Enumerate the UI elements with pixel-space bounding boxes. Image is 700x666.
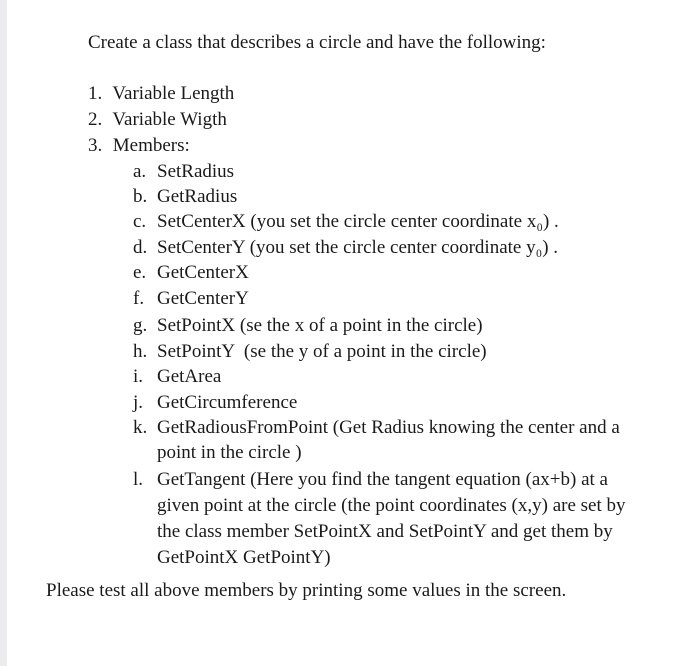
member-marker: j. [133,392,144,413]
member-text-continued: GetPointX GetPointY) [157,547,331,568]
member-marker: h. [133,341,148,362]
list-item-3 [88,134,190,158]
member-text-continued: given point at the circle (the point coordinates (x,y) are set by [157,495,626,516]
footer-instruction: Please test all above members by printing some values in the screen. [46,580,567,601]
intro-text: Create a class that describes a circle and have the following: [88,32,546,53]
member-text: GetCenterX [157,262,249,283]
member-text: GetArea [157,366,222,387]
member-marker: k. [133,417,148,438]
member-text: SetPointX (se the x of a point in the circle) [157,315,483,336]
member-text: SetCenterX (you set the circle center coordinate x₀) . [157,211,559,232]
member-text-continued: the class member SetPointX and SetPointY and get them by [157,521,613,542]
member-marker: a. [133,161,147,182]
list-marker: 2. [88,109,103,130]
member-marker: e. [133,262,147,283]
list-item-text: Variable Wigth [112,109,227,130]
list-marker: 1. [88,83,103,104]
member-text-continued: point in the circle ) [157,442,302,463]
list-item-1 [88,82,234,106]
member-text: SetCenterY (you set the circle center coordinate y₀) . [157,237,559,258]
member-text: GetRadiousFromPoint (Get Radius knowing the center and a [157,417,620,438]
member-text: SetPointY (se the y of a point in the circle) [157,341,487,362]
member-marker: b. [133,186,148,207]
member-marker: d. [133,237,148,258]
member-marker: g. [133,315,148,336]
list-item-text: Variable Length [112,83,235,104]
member-text: GetCenterY [157,288,249,309]
member-marker: i. [133,366,144,387]
member-text: GetTangent (Here you find the tangent equation (ax+b) at a [157,469,608,490]
list-item-text: Members: [112,135,190,156]
member-marker: f. [133,288,145,309]
member-marker: c. [133,211,147,232]
list-marker: 3. [88,135,103,156]
member-marker: l. [133,469,144,490]
member-text: GetRadius [157,186,238,207]
member-text: GetCircumference [157,392,298,413]
member-text: SetRadius [157,161,235,182]
list-item-2 [88,108,227,132]
